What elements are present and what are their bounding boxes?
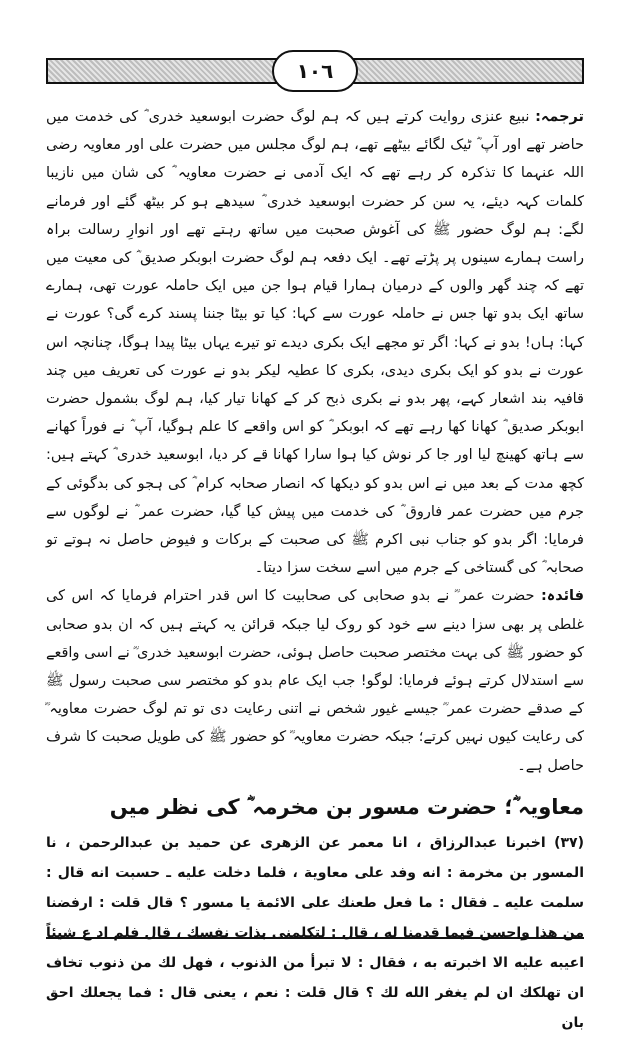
fayda-text: حضرت عمر ؓ نے بدو صحابی کی صحابیت کا اس قدر احترام فرمایا کہ اس کی غلطی پر بھی سزا دینے سے خود کو روک لیا جبکہ قرائن یہ کہتے ہیں کہ ان بدو صحابی کو حضور ﷺ کی بہت مختصر صحبت حاصل ہوئی، حضرت ابوسعید خدری ؓ نے اسی واقعے سے استدلال کرتے ہوئے فرمایا: لوگو! جب ایک عام بدو کو مختصر سی صحبت رسول ﷺ کے صدقے حضرت عمر ؓ جیسے غیور شخص نے اتنی رعایت دی تو تم لوگ حضرت معاویہ ؓ کی رعایت کیوں نہیں کرتے؛ جبکہ حضرت معاویہ ؓ کو حضور ﷺ کی طویل صحبت کا شرف حاصل ہے۔ xyxy=(46,588,584,774)
translation-paragraph xyxy=(46,103,584,582)
translation-label: ترجمہ: xyxy=(535,109,584,125)
fayda-paragraph xyxy=(46,582,584,779)
arabic-hadith-text: (۳۷) اخبرنا عبدالرزاق ، انا معمر عن الزهری عن حمید بن عبدالرحمن ، نا المسور بن مخرمة : انه وفد علی معاوية ، فلما دخلت علیه ـ حسبت انه قال : سلمت علیه ـ فقال : ما فعل طعنك علی الائمة یا مسور ؟ قال قلت : ارفضنا من هذا واحسن فیما قدمنا له ، قال : لتکلمنی بذات نفسك ، قال فلم اد ع شیئاً اعیبه علیه الا اخبرته به ، فقال : لا تبرأ من الذنوب ، فهل لك من ذنوب تخاف ان تهلكك ان لم یغفر الله لك ؟ قال قلت : نعم ، یعنی قال : فما یجعلك احق بان xyxy=(46,834,584,1031)
footer-rule xyxy=(46,937,584,939)
page-number: ١٠٦ xyxy=(272,50,358,92)
page-header xyxy=(46,50,584,94)
fayda-label: فائدہ: xyxy=(540,588,584,605)
page-content xyxy=(46,103,584,1038)
section-heading: معاویہ ؓ؛ حضرت مسور بن مخرمہ ؓ کی نظر میں xyxy=(109,794,584,819)
translation-text: نبیع عنزی روایت کرتے ہیں کہ ہم لوگ حضرت ابوسعید خدری ؓ کی خدمت میں حاضر تھے اور آپ ؓ ٹیک لگائے بیٹھے تھے، ہم لوگ مجلس میں حضرت علی اور معاویہ رضی اللہ عنہما کا تذکرہ کر رہے تھے کہ ایک آدمی نے حضرت معاویہ ؓ کی شان میں نازیبا کلمات کہہ دیئے، یہ سن کر حضرت ابوسعید خدری ؓ سیدھے ہو کر بیٹھ گئے اور فرمانے لگے: ہم لوگ حضور ﷺ کی آغوش صحبت میں ساتھ رہتے تھے اور انوارِ رسالت براہ راست ہمارے سینوں پر پڑتے تھے۔ ایک دفعہ ہم لوگ حضرت ابوبکر صدیق ؓ کی معیت میں تھے کہ چند گھر والوں کے درمیان ہمارا قیام ہوا جن میں ایک حاملہ عورت تھی، ہمارے ساتھ ایک بدو تھا جس نے حاملہ عورت سے کہا: کیا تو بیٹا جننا پسند کرے گی؟ عورت نے کہا: ہاں! بدو نے کہا: اگر تو مجھے ایک بکری دیدے تو تیرے یہاں بیٹا پیدا ہوگا، چنانچہ اس عورت نے بدو کو ایک بکری دیدی، بکری کا عطیہ لیکر بدو نے عورت کی تعریف میں چند قافیہ بند اشعار کہے، پھر بدو نے بکری ذبح کر کے کھانا تیار کیا، ہم لوگ بشمول حضرت ابوبکر صدیق ؓ کھانا کھا رہے تھے کہ ابوبکر ؓ کو اس واقعے کا علم ہوگیا، آپ ؓ نے فوراً کھانے سے ہاتھ کھینچ لیا اور جا کر نوش کیا ہوا سارا کھانا قے کر دیا، ابوسعید خدری ؓ کہتے ہیں: کچھ مدت کے بعد میں نے اس بدو کو دیکھا کہ انصار صحابہ کرام ؓ کی ہجو کی بدگوئی کے جرم میں حضرت عمر فاروق ؓ کی خدمت میں پیش کیا گیا، حضرت عمر ؓ نے لوگوں سے فرمایا: اگر بدو کو جناب نبی اکرم ﷺ کی صحبت کے برکات و فیوض حاصل نہ ہوتے تو صحابہ ؓ کی گستاخی کے جرم میں اسے سخت سزا دیتا۔ xyxy=(46,109,584,577)
